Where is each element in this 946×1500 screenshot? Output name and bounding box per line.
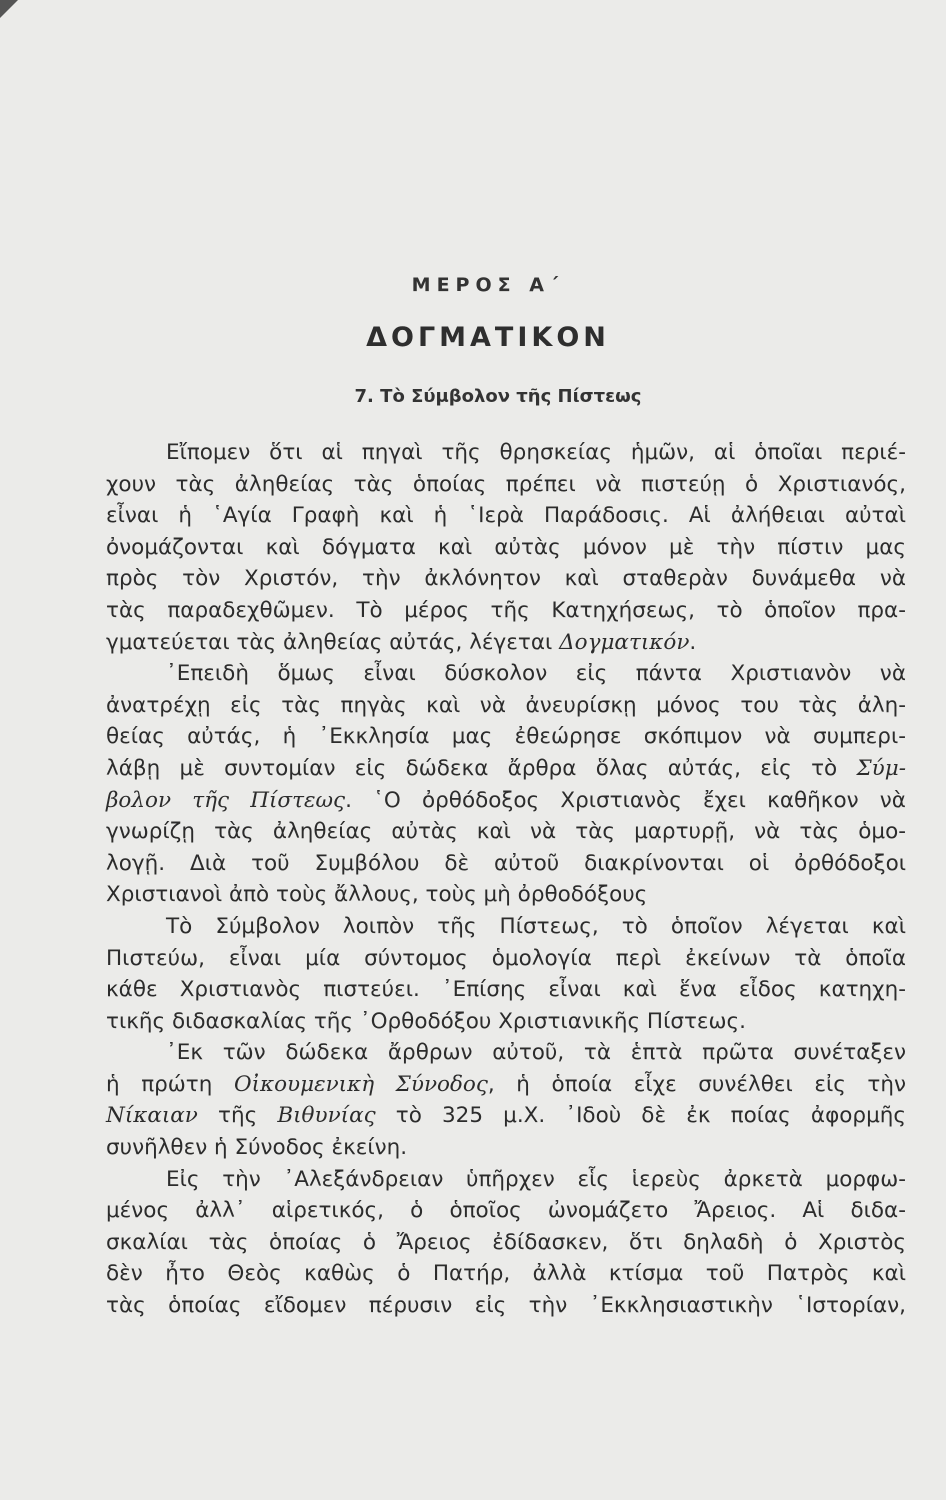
text-segment: τὰς ὁποίας εἴδομεν πέρυσιν εἰς τὴν ᾿Εκκλησιαστικὴν ῾Ιστορίαν, [106,1293,906,1319]
text-line [106,753,906,785]
text-segment: ἡ πρώτη [106,1071,234,1097]
text-line [106,469,906,501]
italic-text: Οἰκουμενικὴ Σύνοδος [233,1071,488,1097]
text-segment: . ῾Ο ὀρθόδοξος Χριστιανὸς ἔχει καθῆκον νὰ [345,787,906,813]
text-line [106,1037,906,1069]
part-heading: ΜΕΡΟΣ Α΄ [411,274,565,296]
text-line [106,1290,906,1322]
text-segment: Χριστιανοὶ ἀπὸ τοὺς ἄλλους, τοὺς μὴ ὀρθοδόξους [106,882,648,908]
italic-text: Νίκαιαν [106,1103,198,1129]
text-line [106,532,906,564]
text-line [106,785,906,817]
text-line [106,816,906,848]
text-line [106,563,906,595]
text-segment: ᾿Επειδὴ ὅμως εἶναι δύσκολον εἰς πάντα Χριστιανὸν νὰ [166,661,906,687]
text-line [106,437,906,469]
text-segment: κάθε Χριστιανὸς πιστεύει. ᾿Επίσης εἶναι καὶ ἕνα εἶδος κατηχη- [106,977,906,1003]
text-segment: σκαλίαι τὰς ὁποίας ὁ Ἄρειος ἐδίδασκεν, ὅτι δηλαδὴ ὁ Χριστὸς [106,1229,906,1255]
text-segment: . [689,629,697,655]
body-text [106,437,906,1322]
text-line [106,848,906,880]
text-line [106,500,906,532]
text-line [106,1069,906,1101]
text-segment: λάβῃ μὲ συντομίαν εἰς δώδεκα ἄρθρα ὅλας αὐτάς, εἰς τὸ [106,755,857,781]
text-line [106,690,906,722]
text-segment: θείας αὐτάς, ἡ ᾿Εκκλησία μας ἐθεώρησε σκόπιμον νὰ συμπερι- [106,724,906,750]
text-segment: Εἰς τὴν ᾿Αλεξάνδρειαν ὑπῆρχεν εἷς ἱερεὺς ἀρκετὰ μορφω- [166,1166,906,1192]
italic-text: Σύμ- [856,755,906,781]
text-segment: μένος ἀλλ᾿ αἱρετικός, ὁ ὁποῖος ὠνομάζετο Ἄρειος. Αἱ διδα- [106,1198,906,1224]
text-line [106,911,906,943]
text-segment: ἀνατρέχῃ εἰς τὰς πηγὰς καὶ νὰ ἀνευρίσκῃ μόνος του τὰς ἀλη- [106,692,906,718]
chapter-heading: 7. Τὸ Σύμβολον τῆς Πίστεως [354,386,642,407]
text-line [106,1195,906,1227]
text-segment: χουν τὰς ἀληθείας τὰς ὁποίας πρέπει νὰ πιστεύῃ ὁ Χριστιανός, [106,471,906,497]
text-line [106,658,906,690]
text-segment: συνῆλθεν ἡ Σύνοδος ἐκείνη. [106,1135,408,1161]
text-line [106,1258,906,1290]
text-line [106,943,906,975]
text-line [106,595,906,627]
text-segment: τῆς [197,1103,278,1129]
text-line [106,974,906,1006]
text-segment: δὲν ἦτο Θεὸς καθὼς ὁ Πατήρ, ἀλλὰ κτίσμα τοῦ Πατρὸς καὶ [106,1261,906,1287]
text-segment: εἶναι ἡ ῾Αγία Γραφὴ καὶ ἡ ῾Ιερὰ Παράδοσις. Αἱ ἀλήθειαι αὐταὶ [106,503,906,529]
text-segment: ᾿Εκ τῶν δώδεκα ἄρθρων αὐτοῦ, τὰ ἑπτὰ πρῶτα συνέταξεν [166,1040,906,1066]
text-segment: λογῇ. Διὰ τοῦ Συμβόλου δὲ αὐτοῦ διακρίνονται οἱ ὀρθόδοξοι [106,850,906,876]
text-segment: τὸ 325 μ.Χ. ᾿Ιδοὺ δὲ ἐκ ποίας ἀφορμῆς [375,1103,906,1129]
text-segment: τὰς παραδεχθῶμεν. Τὸ μέρος τῆς Κατηχήσεως, τὸ ὁποῖον πρα- [106,597,906,623]
text-line [106,721,906,753]
text-segment: τικῆς διδασκαλίας τῆς ᾿Ορθοδόξου Χριστιανικῆς Πίστεως. [106,1008,746,1034]
text-line [106,879,906,911]
text-segment: πρὸς τὸν Χριστόν, τὴν ἀκλόνητον καὶ σταθερὰν δυνάμεθα νὰ [106,566,906,592]
italic-text: Βιθυνίας [277,1103,376,1129]
italic-text: Δογματικόν [559,629,690,655]
text-line [106,1227,906,1259]
text-segment: Εἴπομεν ὅτι αἱ πηγαὶ τῆς θρησκείας ἡμῶν, αἱ ὁποῖαι περιέ- [166,440,906,465]
text-line [106,1100,906,1132]
text-segment: γματεύεται τὰς ἀληθείας αὐτάς, λέγεται [106,629,560,655]
text-segment: γνωρίζῃ τὰς ἀληθείας αὐτὰς καὶ νὰ τὰς μαρτυρῇ, νὰ τὰς ὁμο- [106,819,906,845]
text-segment: Πιστεύω, εἶναι μία σύντομος ὁμολογία περὶ ἐκείνων τὰ ὁποῖα [106,945,906,971]
text-line [106,627,906,659]
text-segment: ὀνομάζονται καὶ δόγματα καὶ αὐτὰς μόνον μὲ τὴν πίστιν μας [106,534,906,560]
text-segment: , ἡ ὁποία εἶχε συνέλθει εἰς τὴν [487,1071,906,1097]
section-heading: ΔΟΓΜΑΤΙΚΟΝ [366,322,610,353]
italic-text: βολον τῆς Πίστεως [106,787,346,813]
page-corner-mark [0,0,18,18]
text-line [106,1164,906,1196]
text-line [106,1132,906,1164]
text-segment: Τὸ Σύμβολον λοιπὸν τῆς Πίστεως, τὸ ὁποῖον λέγεται καὶ [166,913,906,939]
text-line [106,1006,906,1038]
